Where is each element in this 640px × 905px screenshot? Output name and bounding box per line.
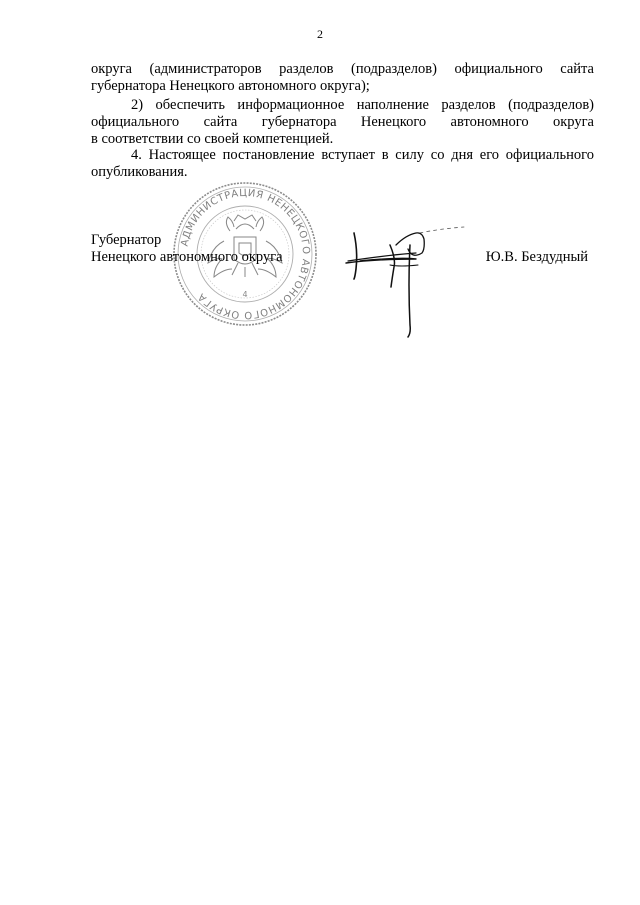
paragraph-line: 4. Настоящее постановление вступает в силу со дня его официального: [131, 147, 594, 163]
signatory-position: [91, 232, 283, 266]
position-title: Губернатор: [91, 232, 162, 248]
paragraph-line: официального сайта губернатора Ненецкого автономного округа: [91, 114, 594, 130]
paragraph-line: в соответствии со своей компетенцией.: [91, 131, 334, 147]
paragraph-item-2: [91, 97, 594, 148]
position-region: Ненецкого автономного округа: [91, 249, 283, 265]
page-number: 2: [317, 27, 323, 41]
signer-name: Ю.В. Бездудный: [485, 249, 588, 265]
paragraph-item-4: [91, 147, 594, 181]
seal-outer-text: АДМИНИСТРАЦИЯ НЕНЕЦКОГО АВТОНОМНОГО ОКРУГА: [179, 187, 312, 321]
paragraph-continuation: [91, 61, 594, 95]
seal-number: 4: [242, 290, 248, 299]
paragraph-line: 2) обеспечить информационное наполнение разделов (подразделов): [131, 97, 594, 113]
handwritten-signature: [330, 215, 480, 340]
paragraph-line: губернатора Ненецкого автономного округа);: [91, 78, 370, 94]
paragraph-line: опубликования.: [91, 164, 188, 180]
paragraph-line: округа (администраторов разделов (подразделов) официального сайта: [91, 61, 594, 77]
